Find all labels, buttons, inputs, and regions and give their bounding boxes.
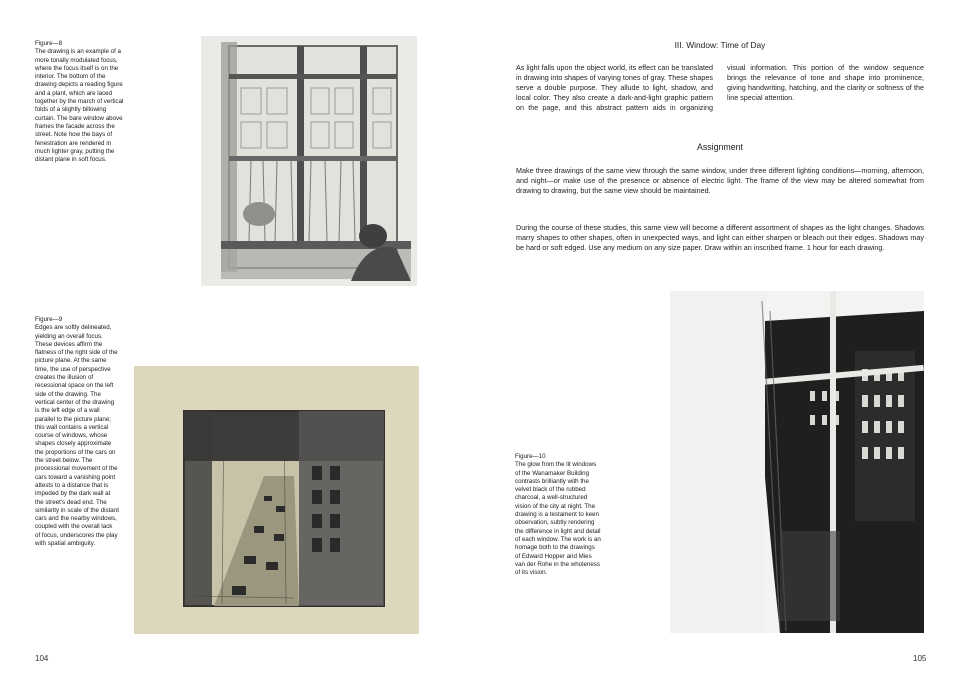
page-number-right: 105 <box>913 654 927 663</box>
figure-10-text: The glow from the lit windows of the Wanamaker Building contrasts brilliantly with the velvet black of the rubbed charcoal, a well-structured vision of the city at night. The drawing is a testament to keen observation, subtly rendering the difference in light and detail of each window. The work is an homage both to the drawings of Edward Hopper and Mies van der Rohe in the wholeness of its vision. <box>515 461 601 577</box>
assignment-heading: Assignment <box>697 142 743 152</box>
figure-9-label: Figure—9 <box>35 316 63 323</box>
figure-8-label: Figure—8 <box>35 40 63 47</box>
figure-10-drawing <box>670 291 924 633</box>
assignment-paragraph-1: Make three drawings of the same view through the same window, under three different lighting conditions—morning, afternoon, and night—or make use of the presence or absence of electric light. The frame of the view may be altered somewhat from drawing to drawing, but the same view should be maintained. <box>516 166 924 196</box>
window-interior-sketch <box>201 36 417 286</box>
figure-8-drawing <box>201 36 417 286</box>
figure-10-label: Figure—10 <box>515 453 546 460</box>
intro-text: As light falls upon the object world, its effect can be translated in drawing into shapes of varying tones of gray. These shapes serve a double purpose. They allude to light, shadow, and local color. They also create a dark-and-light graphic pattern on the page, and this abstract pattern aids in organizing visual information. This portion of the window sequence brings the relevance of tone and shape into prominence, giving handwriting, hatching, and the clarity or softness of the line special attention. <box>516 63 924 113</box>
figure-9-text: Edges are softly delineated, yielding an overall focus. These devices affirm the flatness of the right side of the picture plane. At the same time, the use of perspective creates the illusion of recessional space on the left side of the drawing. The vertical center of the drawing is the left edge of a wall parallel to the picture plane; this wall contains a vertical course of windows, whose shapes closely approximate the proportions of the cars on the street below. The processional movement of the cars toward a vanishing point attests to a distance that is impeded by the dark wall at the street’s dead end. The similarity in scale of the distant cars and the nearby windows, coupled with the overall lack of focus, underscores the play with spatial ambiguity. <box>35 324 119 548</box>
street-perspective-sketch <box>134 366 419 634</box>
figure-8-caption <box>35 40 125 164</box>
assignment-paragraph-2: During the course of these studies, this same view will become a different assortment of shapes as the light changes. Shadows marry shapes to other shapes, often in unexpected ways, and light can either sharpen or bleach out their edges. Shadows may be hard or soft edged. Use any medium on any size paper. Draw within an inscribed frame. 1 hour for each drawing. <box>516 223 924 253</box>
night-window-charcoal <box>670 291 924 633</box>
right-page <box>480 0 960 691</box>
page-number-left: 104 <box>35 654 49 663</box>
section-title: III. Window: Time of Day <box>674 40 766 50</box>
figure-8-text: The drawing is an example of a more tonally modulated focus, where the focus itself is on the interior. The bottom of the drawing depicts a reading figure and a plant, which are laced together by the march of vertical folds of a slightly billowing curtain. The bare window above frames the facade across the street. Note how the bays of fenestration are rendered in much lighter gray, putting the distant plane in soft focus. <box>35 48 124 164</box>
figure-9-caption <box>35 316 119 548</box>
figure-10-caption <box>515 453 601 577</box>
figure-9-drawing <box>134 366 419 634</box>
